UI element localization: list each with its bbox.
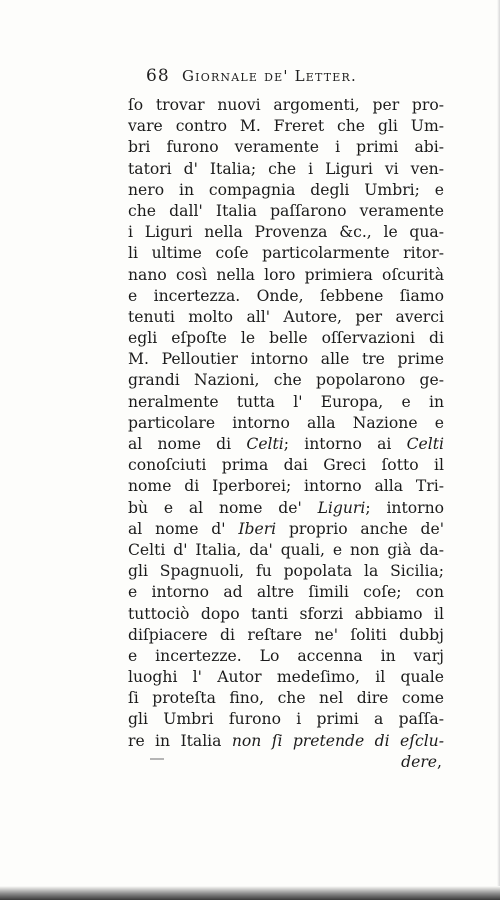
- text-segment: nome di Iperborei; intorno alla Tri-: [128, 477, 444, 496]
- text-line: [128, 159, 444, 180]
- text-segment: bù e al nome de': [128, 498, 318, 517]
- text-line: [128, 498, 444, 519]
- text-segment: tuttociò dopo tanti sforzi abbiamo il: [128, 604, 444, 623]
- text-segment: nero in compagnia degli Umbri; e: [128, 180, 444, 199]
- text-segment: luoghi l' Autor medeſimo, il quale: [128, 668, 444, 687]
- text-line: [128, 201, 444, 222]
- text-segment: conoſciuti prima dai Greci ſotto il: [128, 456, 444, 475]
- text-line: [128, 180, 444, 201]
- text-segment: ſo trovar nuovi argomenti, per pro-: [128, 96, 444, 114]
- text-line: [128, 752, 444, 773]
- text-segment: nano così nella loro primiera oſcurità: [128, 265, 444, 284]
- text-segment: grandi Nazioni, che popolarono ge-: [128, 371, 444, 390]
- text-line: [128, 413, 444, 434]
- text-line: [128, 243, 444, 264]
- page-header: [146, 66, 386, 88]
- text-segment: e incertezza. Onde, ſebbene ſiamo: [128, 286, 444, 305]
- text-line: [128, 137, 444, 158]
- text-line: [128, 709, 444, 730]
- text-line: [128, 476, 444, 497]
- page-bottom-shadow: [0, 886, 500, 900]
- text-segment: ; intorno ai: [283, 435, 407, 453]
- text-segment: e incertezze. Lo accenna in varj: [128, 646, 444, 665]
- text-line: [128, 265, 444, 286]
- text-segment: re in Italia: [128, 731, 232, 750]
- text-segment: neralmente tutta l' Europa, e in: [128, 392, 444, 411]
- text-segment: egli eſpoſte le belle oſſervazioni di: [128, 329, 444, 348]
- text-segment: e intorno ad altre ſimili coſe; con: [128, 583, 444, 602]
- text-line: [128, 328, 444, 349]
- text-line: [128, 604, 444, 625]
- text-line: [128, 582, 444, 603]
- text-segment: ſi proteſta fino, che nel dire come: [128, 689, 444, 708]
- text-segment: tenuti molto all' Autore, per averci: [128, 307, 444, 326]
- italic-segment: non ſi pretende di eſclu-: [231, 731, 444, 750]
- body-text: [128, 95, 444, 773]
- text-segment: proprio anche de': [276, 519, 444, 538]
- text-line: [128, 540, 444, 561]
- ink-smudge: [150, 758, 164, 760]
- text-segment: particolare intorno alla Nazione e: [128, 413, 444, 432]
- text-line: [128, 392, 444, 413]
- text-segment: gli Spagnuoli, fu popolata la Sicilia;: [128, 562, 444, 581]
- text-line: [128, 116, 444, 137]
- italic-segment: dere: [401, 752, 438, 771]
- text-line: [128, 646, 444, 667]
- text-line: [128, 731, 444, 752]
- text-segment: ,: [437, 752, 442, 771]
- text-segment: vare contro M. Freret che gli Um-: [128, 117, 444, 136]
- text-segment: ; intorno: [365, 498, 445, 517]
- italic-segment: Iberi: [238, 519, 277, 538]
- text-segment: al nome d': [128, 519, 239, 538]
- text-line: [128, 434, 444, 455]
- text-segment: Celti d' Italia, da' quali, e non già da-: [128, 540, 444, 559]
- text-line: [128, 667, 444, 688]
- text-line: [128, 455, 444, 476]
- text-line: [128, 561, 444, 582]
- running-head: Giornale de' Letter.: [182, 67, 357, 85]
- italic-segment: Celti: [246, 435, 284, 453]
- text-segment: gli Umbri furono i primi a paſſa-: [128, 710, 444, 729]
- italic-segment: Liguri: [317, 498, 366, 517]
- text-segment: che dall' Italia paſſarono veramente: [128, 201, 444, 220]
- text-line: [128, 307, 444, 328]
- text-segment: li ultime coſe particolarmente ritor-: [128, 244, 444, 263]
- text-line: [128, 625, 444, 646]
- page-number: 68: [146, 66, 170, 86]
- text-line: [128, 688, 444, 709]
- text-segment: diſpiacere di reſtare ne' ſoliti dubbj: [128, 625, 444, 644]
- text-segment: i Liguri nella Provenza &c., le qua-: [128, 223, 444, 242]
- text-segment: M. Pelloutier intorno alle tre prime: [128, 350, 444, 369]
- text-line: [128, 286, 444, 307]
- text-line: [128, 95, 444, 116]
- text-segment: al nome di: [128, 435, 247, 453]
- text-line: [128, 370, 444, 391]
- text-line: [128, 519, 444, 540]
- text-segment: tatori d' Italia; che i Liguri vi ven-: [128, 159, 444, 178]
- italic-segment: Celti: [406, 435, 444, 453]
- text-segment: bri furono veramente i primi abi-: [128, 138, 444, 157]
- text-line: [128, 222, 444, 243]
- text-line: [128, 349, 444, 370]
